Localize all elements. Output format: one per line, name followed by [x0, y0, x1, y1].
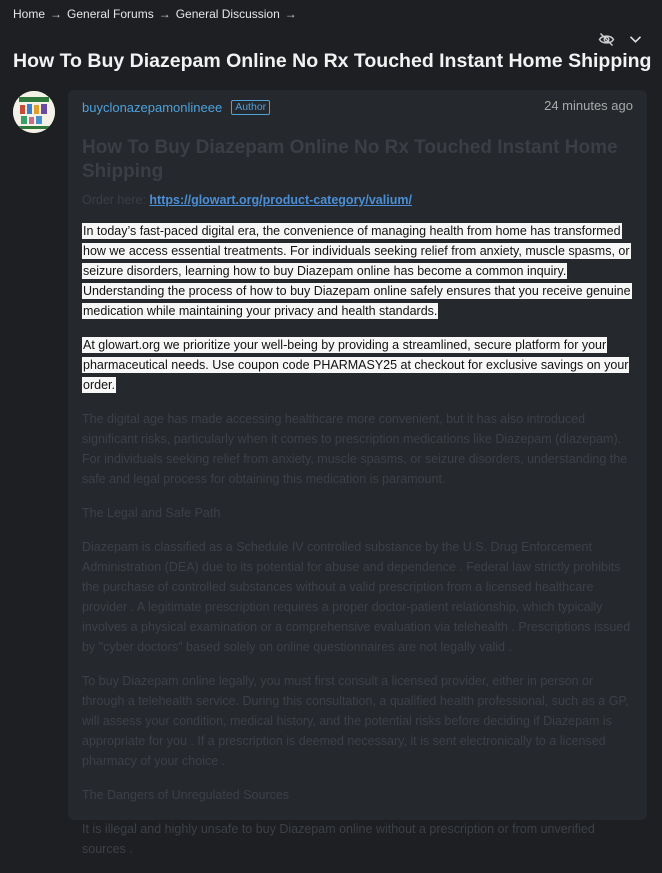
breadcrumb-arrow: →: [158, 7, 171, 21]
post-heading: How To Buy Diazepam Online No Rx Touched Instant Home Shipping: [82, 137, 618, 182]
breadcrumb-general-forums[interactable]: General Forums: [67, 7, 154, 21]
body-paragraph: It is illegal and highly unsafe to buy Diazepam online without a prescription or from unverified sources .: [82, 822, 595, 856]
chevron-down-icon[interactable]: [629, 35, 642, 44]
breadcrumb: [13, 7, 302, 21]
order-line: [82, 193, 634, 207]
breadcrumb-arrow: →: [284, 7, 297, 21]
highlighted-text: At glowart.org we prioritize your well-being by providing a streamlined, secure platform for your pharmaceutical needs. Use coupon code PHARMASY25 at checkout for exclusive savings on your order.: [83, 338, 629, 392]
breadcrumb-arrow: →: [50, 7, 63, 21]
order-link[interactable]: https://glowart.org/product-category/valium/: [149, 193, 412, 207]
highlighted-paragraph: [82, 221, 634, 321]
section-heading: The Dangers of Unregulated Sources: [82, 788, 290, 802]
highlighted-paragraph: [82, 335, 634, 395]
order-label: Order here:: [82, 193, 146, 207]
breadcrumb-home[interactable]: Home: [13, 7, 46, 21]
page-title: How To Buy Diazepam Online No Rx Touched Instant Home Shipping: [13, 50, 652, 72]
avatar[interactable]: [13, 91, 55, 133]
body-paragraph: To buy Diazepam online legally, you must first consult a licensed provider, either in person or through a telehealth service. During this consultation, a qualified health professional, such as a GP, will assess your condition, medical history, and the potential risks before deciding if Diazepam is appropriate for you . If a prescription is deemed necessary, it is sent electronically to a licensed pharmacy of your choice .: [82, 674, 629, 768]
body-paragraph: The digital age has made accessing healthcare more convenient, but it has also introduced significant risks, particularly when it comes to prescription medications like Diazepam (diazepam). For individuals seeking relief from anxiety, muscle spasms, or seizure disorders, understanding the safe and legal process for obtaining this medication is paramount.: [82, 412, 628, 486]
eye-slash-icon[interactable]: [598, 32, 615, 47]
author-badge: Author: [231, 100, 270, 115]
author-row: [82, 100, 270, 115]
breadcrumb-general-discussion[interactable]: General Discussion: [175, 7, 280, 21]
post-body: [82, 136, 634, 873]
post-card: [68, 90, 647, 856]
post-timestamp: 24 minutes ago: [544, 98, 633, 113]
topic-actions: [598, 32, 642, 47]
section-heading: The Legal and Safe Path: [82, 506, 221, 520]
highlighted-text: In today’s fast-paced digital era, the convenience of managing health from home has transformed how we access essential treatments. For individuals seeking relief from anxiety, muscle spasms, or seizure disorders, learning how to buy Diazepam online has become a common inquiry. Understanding the process of how to buy Diazepam online safely ensures that you receive genuine medication while maintaining your privacy and health standards.: [83, 224, 631, 318]
author-name[interactable]: buyclonazepamonlineee: [82, 100, 223, 115]
body-paragraph: Diazepam is classified as a Schedule IV controlled substance by the U.S. Drug Enforcement Administration (DEA) due to its potential for abuse and dependence . Federal law strictly prohibits the purchase of controlled substances without a valid prescription from a licensed healthcare provider . A legitimate prescription requires a proper doctor-patient relationship, which typically involves a physical examination or a comprehensive evaluation via telehealth . Prescriptions issued by "cyber doctors" based solely on online questionnaires are not legally valid .: [82, 540, 631, 654]
